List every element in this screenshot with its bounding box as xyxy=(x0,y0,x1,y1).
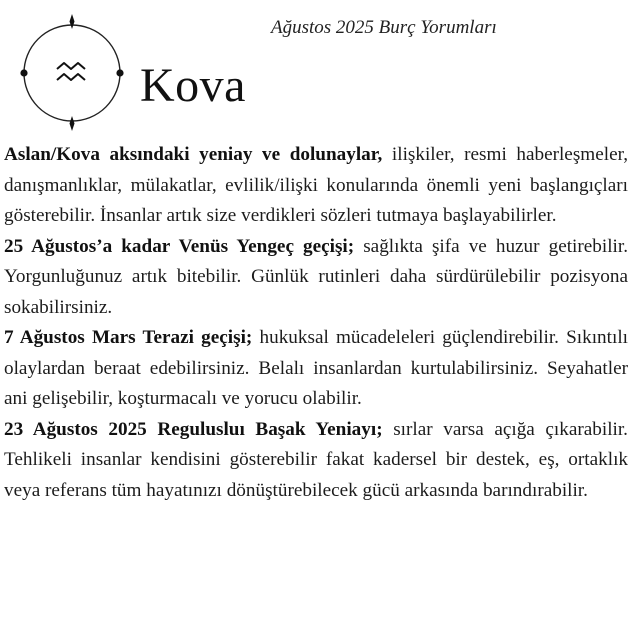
sign-name: Kova xyxy=(140,59,246,112)
paragraph-heading: 7 Ağustos Mars Terazi geçişi; xyxy=(4,327,253,348)
paragraph-text: sırlar varsa açığa çıkarabilir. Tehlikeli insanlar kendisini gösterebilir fakat kadersel bir destek, eş, ortaklık veya referans tüm hayatınızı dönüştürebilecek gücü arkasında barındırabilir. xyxy=(4,418,628,501)
paragraph-text: ilişkiler, resmi haberleşmeler, danışmanlıklar, mülakatlar, evlilik/ilişki konularında önemli yeni başlangıçları gösterebilir. İnsanlar artık size verdikleri sözleri tutmaya başlayabilirler. xyxy=(4,144,628,226)
paragraph-heading: 25 Ağustos’a kadar Venüs Yengeç geçişi; xyxy=(4,235,355,257)
page-header-title: Ağustos 2025 Burç Yorumları xyxy=(271,17,497,38)
aquarius-emblem xyxy=(14,12,134,132)
paragraph xyxy=(4,140,628,232)
horoscope-body xyxy=(4,140,628,506)
paragraph-text: hukuksal mücadeleleri güçlendirebilir. Sıkıntılı olaylardan beraat edebilirsiniz. Belalı insanlardan kurtulabilirsiniz. Seyahatler ani gelişebilir, koşturmacalı ve yorucu olabilir. xyxy=(4,327,628,409)
paragraph xyxy=(4,323,628,415)
paragraph xyxy=(4,415,628,507)
paragraph-heading: 23 Ağustos 2025 Regulusluı Başak Yeniayı; xyxy=(4,418,383,440)
aquarius-icon xyxy=(14,12,134,132)
paragraph xyxy=(4,232,628,324)
paragraph-text: sağlıkta şifa ve huzur getirebilir. Yorgunluğunuz artık bitebilir. Günlük rutinleri daha sürdürülebilir pozisyona sokabilirsiniz. xyxy=(4,235,628,318)
paragraph-heading: Aslan/Kova aksındaki yeniay ve dolunaylar, xyxy=(4,144,383,165)
